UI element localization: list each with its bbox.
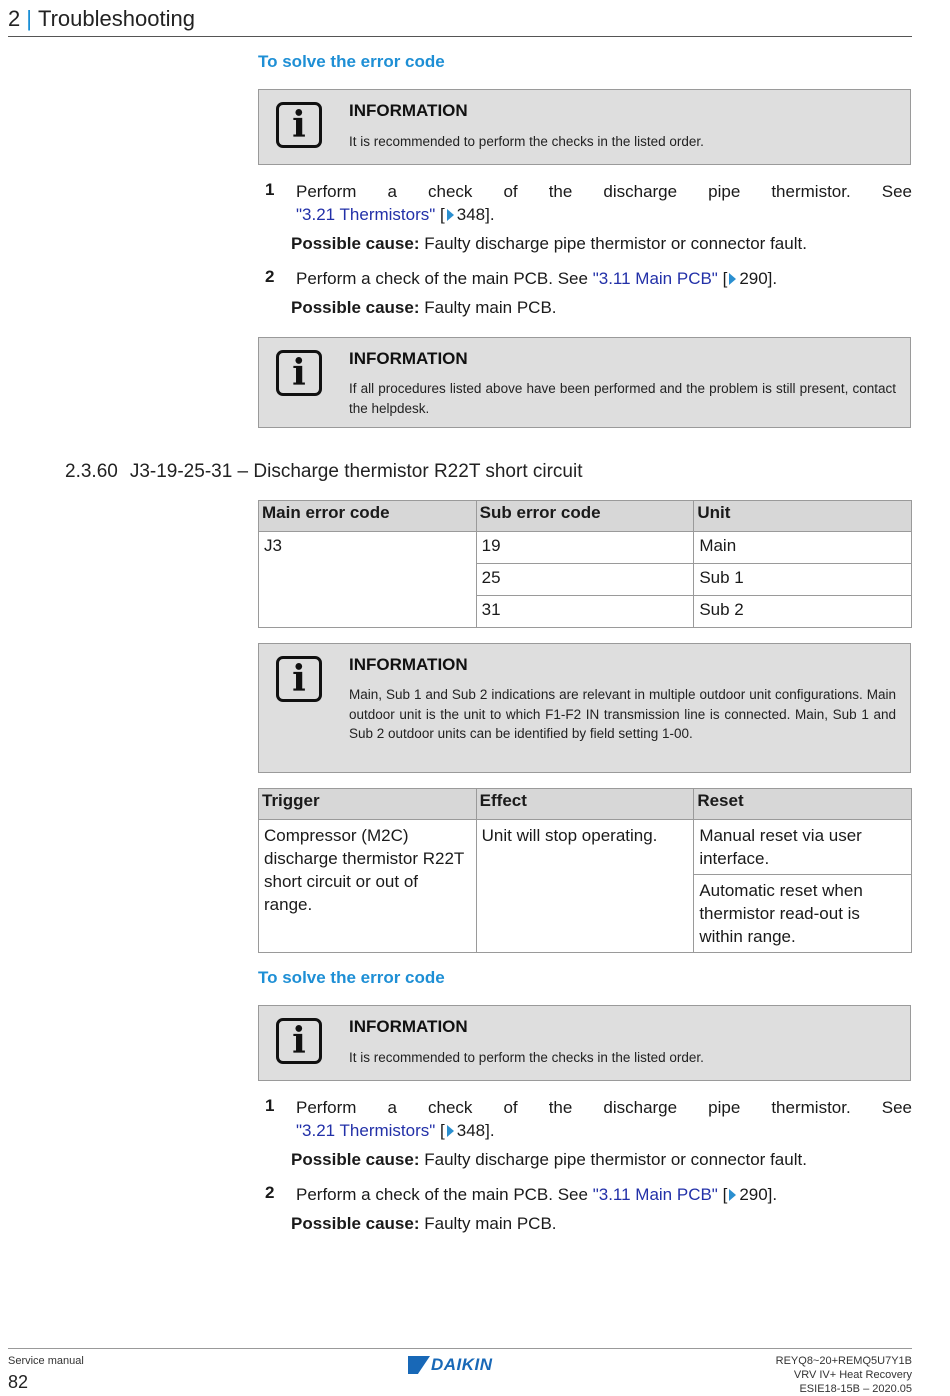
unit-cell: Sub 1 <box>694 564 912 596</box>
unit-cell: Sub 2 <box>694 596 912 628</box>
step-line <box>296 1119 912 1142</box>
footer-rule <box>8 1348 912 1349</box>
info-box-helpdesk <box>258 337 911 428</box>
error-code-table <box>258 500 912 628</box>
footer-doc-type: Service manual <box>8 1355 84 1367</box>
cause-label: Possible cause: <box>291 298 420 317</box>
header-rule <box>8 36 912 37</box>
ref-bracket: [ <box>717 1185 728 1204</box>
page-ref-arrow-icon <box>447 209 454 221</box>
step-text <box>296 1096 912 1142</box>
subheading-solve: To solve the error code <box>258 968 445 987</box>
information-icon: i <box>276 350 322 396</box>
page-ref: 348]. <box>456 205 495 224</box>
step-line <box>296 203 912 226</box>
possible-cause <box>291 1150 807 1170</box>
possible-cause <box>291 298 557 318</box>
cause-label: Possible cause: <box>291 1150 420 1169</box>
step-link[interactable]: "3.11 Main PCB" <box>592 269 718 288</box>
header-separator: | <box>26 6 32 31</box>
section-heading <box>65 461 583 483</box>
cause-text: Faulty discharge pipe thermistor or connector fault. <box>419 234 807 253</box>
step-text <box>296 180 912 226</box>
footer-model: REYQ8~20+REMQ5U7Y1B <box>775 1355 912 1367</box>
step-link[interactable]: "3.11 Main PCB" <box>592 1185 718 1204</box>
page-ref: 348]. <box>456 1121 495 1140</box>
table-row <box>259 532 912 564</box>
brand-name: DAIKIN <box>431 1355 493 1374</box>
step-number: 2 <box>265 1183 275 1202</box>
daikin-logo <box>408 1355 493 1375</box>
page-header <box>8 6 195 32</box>
info-title: INFORMATION <box>349 1017 468 1036</box>
trigger-cell: Compressor (M2C) discharge thermistor R22T short circuit or out of range. <box>259 820 477 953</box>
table-row <box>259 820 912 875</box>
ref-bracket: [ <box>435 205 445 224</box>
sub-error-code-cell: 31 <box>476 596 694 628</box>
table-header-row <box>259 501 912 532</box>
info-title: INFORMATION <box>349 349 468 368</box>
cause-label: Possible cause: <box>291 234 420 253</box>
step-link[interactable]: "3.21 Thermistors" <box>296 1121 436 1140</box>
sub-error-code-cell: 19 <box>476 532 694 564</box>
ref-bracket: [ <box>717 269 728 288</box>
info-title: INFORMATION <box>349 655 468 674</box>
effect-cell: Unit will stop operating. <box>476 820 694 953</box>
info-box-order <box>258 89 911 165</box>
header-sub-error-code: Sub error code <box>476 501 694 532</box>
information-icon: i <box>276 102 322 148</box>
header-effect: Effect <box>476 789 694 820</box>
header-reset: Reset <box>694 789 912 820</box>
daikin-logo-icon <box>408 1356 430 1374</box>
step-line: Perform a check of the main PCB. See <box>296 1185 588 1204</box>
page-ref-arrow-icon <box>729 273 736 285</box>
cause-text: Faulty main PCB. <box>419 1214 557 1233</box>
chapter-number: 2 <box>8 6 21 31</box>
cause-text: Faulty main PCB. <box>419 298 557 317</box>
step-text <box>296 1183 912 1206</box>
step-number: 2 <box>265 267 275 286</box>
page-ref-arrow-icon <box>447 1125 454 1137</box>
step-text <box>296 267 912 290</box>
info-text: It is recommended to perform the checks in the listed order. <box>349 1050 704 1065</box>
step-number: 1 <box>265 1096 275 1115</box>
info-box-order <box>258 1005 911 1081</box>
page-number: 82 <box>8 1372 29 1392</box>
step-line: Perform a check of the discharge pipe thermistor. See <box>296 182 912 201</box>
info-text: It is recommended to perform the checks in the listed order. <box>349 134 704 149</box>
cause-text: Faulty discharge pipe thermistor or connector fault. <box>419 1150 807 1169</box>
subheading-solve: To solve the error code <box>258 52 445 71</box>
section-number: 2.3.60 <box>65 461 118 482</box>
step-link[interactable]: "3.21 Thermistors" <box>296 205 436 224</box>
possible-cause <box>291 1214 557 1234</box>
ref-bracket: [ <box>435 1121 445 1140</box>
step-number: 1 <box>265 180 275 199</box>
info-text: Main, Sub 1 and Sub 2 indications are relevant in multiple outdoor unit configurations. Main outdoor unit is the unit to which F1-F2 IN transmission line is connected. Main, Sub 1 and Sub 2 outdoor units can be identified by field setting 1-00. <box>349 687 896 741</box>
trigger-table <box>258 788 912 953</box>
footer-doc-info <box>776 1354 912 1396</box>
table-header-row <box>259 789 912 820</box>
reset-cell: Automatic reset when thermistor read-out is within range. <box>694 875 912 953</box>
information-icon: i <box>276 656 322 702</box>
sub-error-code-cell: 25 <box>476 564 694 596</box>
page-ref: 290]. <box>739 1185 778 1204</box>
section-title: J3-19-25-31 – Discharge thermistor R22T short circuit <box>129 461 583 482</box>
header-unit: Unit <box>694 501 912 532</box>
step-line: Perform a check of the main PCB. See <box>296 269 588 288</box>
info-title: INFORMATION <box>349 101 468 120</box>
header-trigger: Trigger <box>259 789 477 820</box>
chapter-title: Troubleshooting <box>37 6 195 31</box>
reset-cell: Manual reset via user interface. <box>694 820 912 875</box>
cause-label: Possible cause: <box>291 1214 420 1233</box>
unit-cell: Main <box>694 532 912 564</box>
main-error-code-cell: J3 <box>259 532 477 628</box>
info-text: If all procedures listed above have been performed and the problem is still present, contact the helpdesk. <box>349 381 896 416</box>
footer-doc-id: ESIE18-15B – 2020.05 <box>799 1383 912 1395</box>
footer-series: VRV IV+ Heat Recovery <box>793 1369 912 1381</box>
page-ref: 290]. <box>739 269 778 288</box>
information-icon: i <box>276 1018 322 1064</box>
info-box-units <box>258 643 911 773</box>
header-main-error-code: Main error code <box>259 501 477 532</box>
step-line: Perform a check of the discharge pipe thermistor. See <box>296 1098 912 1117</box>
possible-cause <box>291 234 807 254</box>
page-ref-arrow-icon <box>729 1189 736 1201</box>
